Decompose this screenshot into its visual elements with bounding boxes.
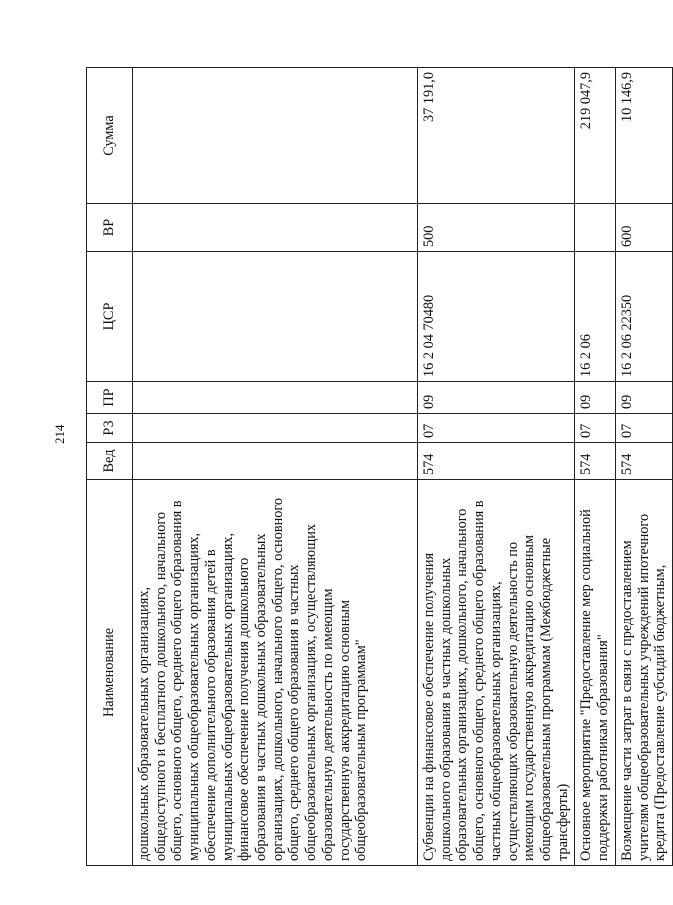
cell-ved: 574 — [615, 443, 672, 480]
header-vr: ВР — [87, 204, 133, 252]
cell-name: Основное мероприятие "Предоставление мер социальной поддержки работникам образования" — [575, 480, 615, 866]
cell-pr — [133, 382, 418, 414]
cell-pr: 09 — [575, 382, 615, 414]
cell-vr: 600 — [615, 204, 672, 252]
rotated-table-container — [86, 68, 669, 866]
cell-ved: 574 — [418, 443, 575, 480]
cell-sum: 37 191,0 — [418, 68, 575, 204]
budget-table — [86, 67, 673, 866]
cell-csr — [133, 252, 418, 382]
cell-ved — [133, 443, 418, 480]
header-ved: Вед — [87, 443, 133, 480]
header-name: Наименование — [87, 480, 133, 866]
table-row — [615, 68, 672, 866]
table-header-row — [87, 68, 133, 866]
table-row — [418, 68, 575, 866]
cell-pr: 09 — [615, 382, 672, 414]
header-sum: Сумма — [87, 68, 133, 204]
cell-vr: 500 — [418, 204, 575, 252]
cell-pr: 09 — [418, 382, 575, 414]
cell-name: дошкольных образовательных организациях, общедоступного и бесплатного дошкольного, начального общего, основного общего, среднего общего образования в муниципальных общеобразовательных организациях, обеспечение дополнительного образования детей в муниципальных общеобразовательных организациях, финансовое обеспечение получения дошкольного образования в частных дошкольных образовательных организациях, дошкольного, начального общего, основного общего, среднего общего образования в частных общеобразовательных организациях, осуществляющих образовательную деятельность по имеющим государственную аккредитацию основным общеобразовательным программам" — [133, 480, 418, 866]
cell-name: Субвенции на финансовое обеспечение получения дошкольного образования в частных дошкольных образовательных организациях, дошкольного, начального общего, основного общего, среднего общего образования в частных общеобразовательных организациях, осуществляющих образовательную деятельность по имеющим государственную аккредитацию основным общеобразовательным программам (Межбюджетные трансферты) — [418, 480, 575, 866]
cell-csr: 16 2 06 — [575, 252, 615, 382]
cell-vr — [575, 204, 615, 252]
cell-sum: 10 146,9 — [615, 68, 672, 204]
table-row — [575, 68, 615, 866]
cell-sum — [133, 68, 418, 204]
cell-rz: 07 — [615, 414, 672, 443]
cell-ved: 574 — [575, 443, 615, 480]
cell-csr: 16 2 06 22350 — [615, 252, 672, 382]
cell-vr — [133, 204, 418, 252]
header-pr: ПР — [87, 382, 133, 414]
table-row — [133, 68, 418, 866]
page-number: 214 — [52, 424, 67, 444]
cell-name: Возмещение части затрат в связи с предоставлением учителям общеобразовательных учреждений ипотечного кредита (Предоставление субсидий бюджетным, — [615, 480, 672, 866]
cell-csr: 16 2 04 70480 — [418, 252, 575, 382]
header-rz: РЗ — [87, 414, 133, 443]
cell-rz — [133, 414, 418, 443]
header-csr: ЦСР — [87, 252, 133, 382]
cell-rz: 07 — [575, 414, 615, 443]
cell-rz: 07 — [418, 414, 575, 443]
cell-sum: 219 047,9 — [575, 68, 615, 204]
